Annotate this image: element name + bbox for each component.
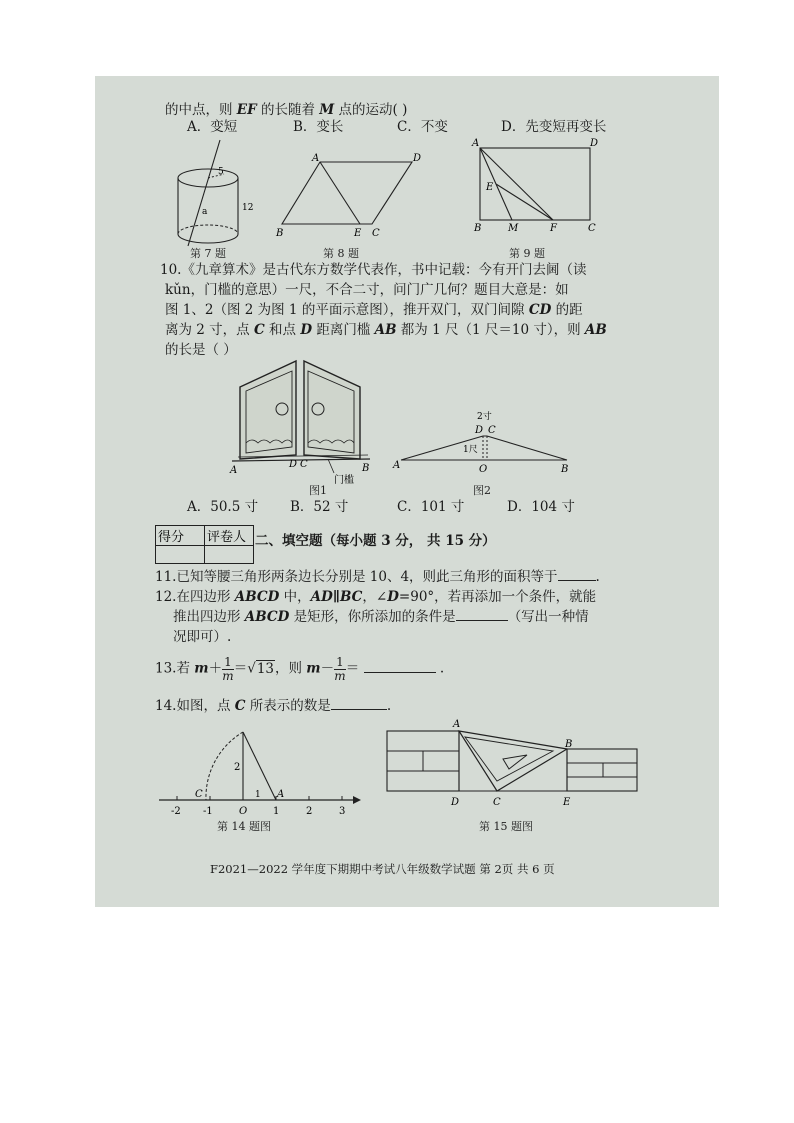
fig14-tick-o: O bbox=[239, 806, 248, 817]
fig8-caption: 第 8 题 bbox=[323, 247, 359, 260]
fig9-label-b: B bbox=[474, 223, 482, 234]
fig2-label-c: C bbox=[488, 425, 496, 436]
fig9-label-a: A bbox=[472, 138, 480, 149]
section2-title: 二、填空题（每小题 3 分， 共 15 分） bbox=[255, 533, 496, 549]
grader-cell[interactable] bbox=[205, 546, 254, 564]
q10-option-b: B．52 寸 bbox=[290, 499, 349, 515]
fig7-cylinder bbox=[170, 138, 270, 248]
q10-fig2-caption: 图2 bbox=[473, 484, 491, 497]
fig14-tick-3: 3 bbox=[339, 806, 346, 817]
fig9-caption: 第 9 题 bbox=[509, 247, 545, 260]
fig7-label-5: 5 bbox=[218, 167, 224, 177]
fig15-label-c: C bbox=[493, 797, 501, 808]
q12-line1: 12.在四边形 ABCD 中，AD∥BC，∠D=90°，若再添加一个条件，就能 bbox=[155, 589, 597, 605]
q10-line5: 的长是（ ） bbox=[165, 342, 237, 358]
page-footer: F2021—2022 学年度下期期中考试八年级数学试题 第 2页 共 6 页 bbox=[210, 862, 555, 876]
fig9-label-m: M bbox=[508, 223, 519, 234]
fig2-label-a: A bbox=[393, 460, 401, 471]
q10-line4: 离为 2 寸，点 C 和点 D 距离门槛 AB 都为 1 尺（1 尺＝10 寸），则 AB bbox=[165, 322, 607, 338]
q10-option-c: C．101 寸 bbox=[397, 499, 465, 515]
fig9-label-f: F bbox=[550, 223, 557, 234]
fig15-label-e: E bbox=[563, 797, 571, 808]
fig7-caption: 第 7 题 bbox=[190, 247, 226, 260]
fig14-tick-neg2: -2 bbox=[171, 806, 181, 817]
q11: 11.已知等腰三角形两条边长分别是 10、4，则此三角形的面积等于 . bbox=[155, 569, 600, 585]
q10-fig1-caption: 图1 bbox=[309, 484, 327, 497]
fig15-label-a: A bbox=[453, 719, 461, 730]
fig2-label-o: O bbox=[479, 464, 488, 475]
fig15-label-b: B bbox=[565, 739, 573, 750]
fig9-label-c: C bbox=[588, 223, 596, 234]
q9-option-a: A．变短 bbox=[187, 119, 238, 135]
grader-header: 评卷人 bbox=[205, 526, 254, 546]
fig1-sill-label: 门槛 bbox=[334, 475, 354, 486]
fig15-caption: 第 15 题图 bbox=[479, 820, 533, 833]
q9-stem: 的中点，则 EF 的长随着 M 点的运动( ) bbox=[165, 102, 408, 118]
fig9-label-d: D bbox=[590, 138, 599, 149]
q14: 14.如图，点 C 所表示的数是 . bbox=[155, 698, 392, 714]
fig8-label-d: D bbox=[413, 153, 422, 164]
fig14-caption: 第 14 题图 bbox=[217, 820, 271, 833]
fig7-label-a: a bbox=[202, 207, 208, 217]
q10-line1: 10.《九章算术》是古代东方数学代表作，书中记载：今有开门去阃（读 bbox=[160, 262, 587, 278]
fig8-label-c: C bbox=[372, 228, 380, 239]
fig9-label-e: E bbox=[486, 182, 494, 193]
fig8-label-b: B bbox=[276, 228, 284, 239]
q9-option-d: D．先变短再变长 bbox=[501, 119, 607, 135]
q9-option-b: B．变长 bbox=[293, 119, 344, 135]
q10-option-a: A．50.5 寸 bbox=[187, 499, 259, 515]
fig14-label-c: C bbox=[195, 789, 203, 800]
fig7-label-12: 12 bbox=[242, 203, 254, 213]
score-box bbox=[155, 525, 254, 564]
q13: 13.若 m＋ $\frac{1}{m}$ ＝√13，则 m－ $\frac{1}{m}$ ＝ . bbox=[155, 655, 445, 683]
fig8-label-a: A bbox=[312, 153, 320, 164]
score-header: 得分 bbox=[156, 526, 205, 546]
fig2-label-d: D bbox=[475, 425, 484, 436]
fig8-label-e: E bbox=[354, 228, 362, 239]
fig1-label-d: D bbox=[289, 459, 298, 470]
q10-option-d: D．104 寸 bbox=[507, 499, 575, 515]
q9-option-c: C．不变 bbox=[397, 119, 448, 135]
fig14-label-1: 1 bbox=[255, 790, 261, 800]
fig1-label-b: B bbox=[362, 463, 370, 474]
fig2-label-2cun: 2寸 bbox=[477, 412, 492, 422]
q12-line3: 况即可）. bbox=[173, 629, 232, 645]
q10-fig2-schematic bbox=[395, 414, 575, 484]
fig2-label-1chi: 1尺 bbox=[463, 445, 478, 455]
q10-fig1-doors bbox=[230, 359, 380, 489]
fig15-label-d: D bbox=[451, 797, 460, 808]
fig15-diagram bbox=[385, 721, 645, 811]
fig14-label-a: A bbox=[277, 789, 285, 800]
fig9-rectangle bbox=[472, 138, 608, 236]
q10-line3: 图 1、2（图 2 为图 1 的平面示意图），推开双门，双门间隙 CD 的距 bbox=[165, 302, 583, 318]
fig1-label-c: C bbox=[300, 459, 308, 470]
q13-frac-2: $\frac{1}{m}$ bbox=[334, 655, 346, 683]
fig8-parallelogram bbox=[276, 153, 430, 239]
fig1-label-a: A bbox=[230, 465, 238, 476]
fig14-tick-2: 2 bbox=[306, 806, 313, 817]
fig14-label-2: 2 bbox=[234, 762, 241, 773]
q13-frac-1: $\frac{1}{m}$ bbox=[222, 655, 234, 683]
fig14-tick-1: 1 bbox=[273, 806, 280, 817]
exam-page bbox=[95, 76, 719, 907]
score-cell[interactable] bbox=[156, 546, 205, 564]
q12-line2: 推出四边形 ABCD 是矩形，你所添加的条件是 （写出一种情 bbox=[173, 609, 589, 625]
fig2-label-b: B bbox=[561, 464, 569, 475]
q10-line2: kǔn，门槛的意思）一尺，不合二寸，问门广几何？题目大意是：如 bbox=[165, 282, 569, 298]
fig14-tick-neg1: -1 bbox=[203, 806, 213, 817]
